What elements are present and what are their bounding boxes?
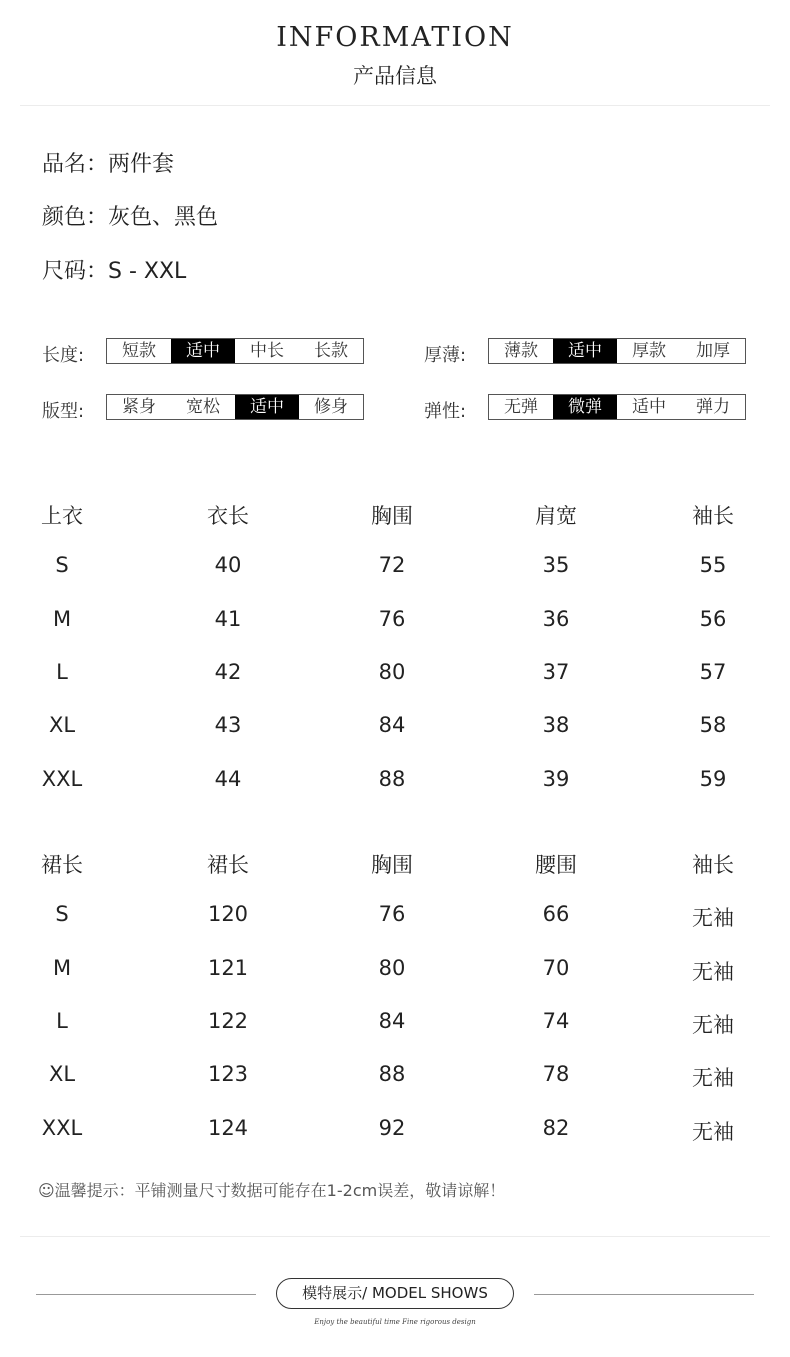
attr-length-options bbox=[106, 338, 364, 364]
table-cell: 39 bbox=[542, 766, 570, 791]
table-header-cell: 袖长 bbox=[692, 504, 734, 528]
attr-option: 修身 bbox=[314, 397, 348, 417]
model-shows-badge: 模特展示/ MODEL SHOWS bbox=[276, 1278, 514, 1309]
table-header-cell: 肩宽 bbox=[535, 504, 577, 528]
footer-divider bbox=[20, 1236, 770, 1237]
table-cell: 36 bbox=[542, 606, 570, 631]
table-cell: 41 bbox=[214, 606, 242, 631]
attr-option: 宽松 bbox=[186, 397, 220, 417]
info-size bbox=[42, 254, 186, 285]
attr-thickness-label: 厚薄: bbox=[424, 345, 467, 366]
attr-option: 适中 bbox=[235, 395, 299, 419]
table-cell: 44 bbox=[214, 766, 242, 791]
attr-option: 紧身 bbox=[122, 397, 156, 417]
table-cell: 122 bbox=[207, 1008, 249, 1033]
model-right-line bbox=[534, 1294, 754, 1295]
attr-option: 微弹 bbox=[553, 395, 617, 419]
attr-fit-label: 版型: bbox=[42, 401, 85, 422]
table-cell: 42 bbox=[214, 659, 242, 684]
table-cell: 123 bbox=[207, 1062, 249, 1087]
model-left-line bbox=[36, 1294, 256, 1295]
table-cell: 88 bbox=[378, 1062, 406, 1087]
table-cell: 72 bbox=[378, 553, 406, 578]
table-cell: 84 bbox=[378, 713, 406, 738]
header-divider bbox=[20, 105, 770, 106]
table-cell: 35 bbox=[542, 553, 570, 578]
table-cell: 无袖 bbox=[692, 906, 734, 931]
table-cell: 57 bbox=[699, 659, 727, 684]
table-header-cell: 胸围 bbox=[371, 853, 413, 877]
info-color-label: 颜色： bbox=[42, 205, 109, 230]
table-cell: 58 bbox=[699, 713, 727, 738]
table-header-cell: 上衣 bbox=[41, 504, 83, 528]
info-color bbox=[42, 200, 218, 231]
header-title-en: INFORMATION bbox=[276, 22, 514, 53]
table-header-cell: 衣长 bbox=[207, 504, 249, 528]
table-header-cell: 腰围 bbox=[535, 853, 577, 877]
table-cell: 92 bbox=[378, 1115, 406, 1140]
info-size-value: S - XXL bbox=[108, 259, 187, 284]
table-cell: 76 bbox=[378, 902, 406, 927]
attr-fit-options bbox=[106, 394, 364, 420]
table-header-cell: 胸围 bbox=[371, 504, 413, 528]
table-cell: M bbox=[52, 955, 72, 980]
table-cell: 59 bbox=[699, 766, 727, 791]
info-color-value: 灰色、黑色 bbox=[108, 205, 219, 230]
attr-option: 厚款 bbox=[632, 341, 666, 361]
table-header-cell: 裙长 bbox=[207, 853, 249, 877]
info-name-value: 两件套 bbox=[108, 152, 175, 177]
table-header-cell: 裙长 bbox=[41, 853, 83, 877]
attr-length-label: 长度: bbox=[42, 345, 85, 366]
table-cell: M bbox=[52, 606, 72, 631]
measurement-tip: ☺温馨提示：平铺测量尺寸数据可能存在1-2cm误差，敬请谅解！ bbox=[38, 1181, 506, 1200]
table-header-cell: 袖长 bbox=[692, 853, 734, 877]
attr-option: 适中 bbox=[632, 397, 666, 417]
header-title-cn: 产品信息 bbox=[353, 64, 437, 88]
table-cell: XXL bbox=[41, 1115, 83, 1140]
table-cell: XL bbox=[48, 713, 76, 738]
table-cell: 无袖 bbox=[692, 1119, 734, 1144]
table-cell: 无袖 bbox=[692, 1066, 734, 1091]
info-size-label: 尺码： bbox=[42, 259, 109, 284]
table-cell: 78 bbox=[542, 1062, 570, 1087]
table-cell: 88 bbox=[378, 766, 406, 791]
table-cell: L bbox=[56, 659, 68, 684]
table-cell: XXL bbox=[41, 766, 83, 791]
attr-option: 适中 bbox=[171, 339, 235, 363]
attr-elasticity-options bbox=[488, 394, 746, 420]
attr-option: 加厚 bbox=[696, 341, 730, 361]
table-cell: 56 bbox=[699, 606, 727, 631]
table-cell: 121 bbox=[207, 955, 249, 980]
table-cell: 66 bbox=[542, 902, 570, 927]
table-cell: XL bbox=[48, 1062, 76, 1087]
attr-elasticity-label: 弹性: bbox=[424, 401, 467, 422]
table-cell: 37 bbox=[542, 659, 570, 684]
table-cell: 70 bbox=[542, 955, 570, 980]
table-cell: 无袖 bbox=[692, 1012, 734, 1037]
attr-option: 薄款 bbox=[504, 341, 538, 361]
table-cell: 124 bbox=[207, 1115, 249, 1140]
table-cell: S bbox=[55, 902, 69, 927]
model-shows-subtitle: Enjoy the beautiful time Fine rigorous design bbox=[314, 1318, 476, 1326]
table-cell: 120 bbox=[207, 902, 249, 927]
attr-option: 短款 bbox=[122, 341, 156, 361]
table-cell: 84 bbox=[378, 1008, 406, 1033]
attr-option: 无弹 bbox=[504, 397, 538, 417]
attr-option: 中长 bbox=[250, 341, 284, 361]
table-cell: 38 bbox=[542, 713, 570, 738]
attr-option: 弹力 bbox=[696, 397, 730, 417]
table-cell: 82 bbox=[542, 1115, 570, 1140]
table-cell: 80 bbox=[378, 955, 406, 980]
table-cell: 80 bbox=[378, 659, 406, 684]
table-cell: 55 bbox=[699, 553, 727, 578]
table-cell: 74 bbox=[542, 1008, 570, 1033]
info-name-label: 品名： bbox=[42, 152, 109, 177]
info-name bbox=[42, 147, 174, 178]
attr-option: 长款 bbox=[314, 341, 348, 361]
table-cell: S bbox=[55, 553, 69, 578]
table-cell: 43 bbox=[214, 713, 242, 738]
table-cell: L bbox=[56, 1008, 68, 1033]
table-cell: 76 bbox=[378, 606, 406, 631]
table-cell: 无袖 bbox=[692, 959, 734, 984]
attr-option: 适中 bbox=[553, 339, 617, 363]
table-cell: 40 bbox=[214, 553, 242, 578]
attr-thickness-options bbox=[488, 338, 746, 364]
